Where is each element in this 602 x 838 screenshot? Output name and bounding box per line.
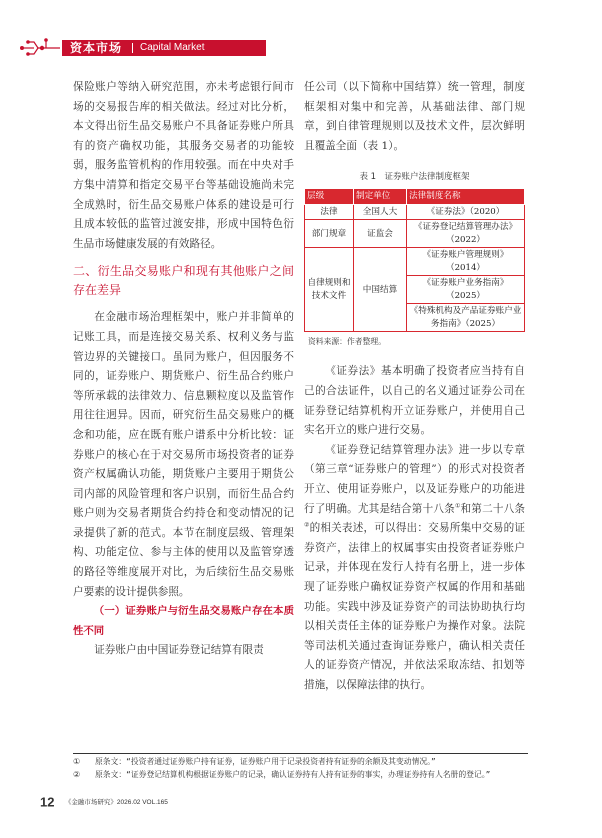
section-title-zh: 资本市场 bbox=[70, 41, 123, 55]
table-row bbox=[305, 204, 525, 220]
header-unit: 制定单位 bbox=[354, 189, 407, 205]
cell-unit: 全国人大 bbox=[354, 204, 407, 220]
footnote-item bbox=[73, 756, 528, 769]
footnote-mark: ② bbox=[73, 769, 80, 779]
footnote-ref-1[interactable]: ① bbox=[454, 502, 461, 509]
page-footer bbox=[40, 793, 168, 811]
cell-name: 《证券登记结算管理办法》（2022） bbox=[407, 220, 525, 248]
right-paragraph-3-part-c: 的相关表述，可以得出：交易所集中交易的证券资产，法律上的权属事实由投资者证券账户记录，并体现在发行人持有名册上，进一步体现了证券账户确权证券资产权属的作用和基础功能。实践中涉及证券资产的司法协助执行均以相关责任主体的证券账户为操作对象。法院等司法机关通过查询证券账户，确认相关责任人的证券资产情况，并依法采取冻结、扣划等措施，以保障法律的执行。 bbox=[304, 522, 525, 691]
journal-info: 《金融市场研究》2026.02 VOL.165 bbox=[64, 799, 168, 807]
header-level: 层级 bbox=[305, 189, 354, 205]
cell-name: 《特殊机构及产品证券账户业务指南》（2025） bbox=[407, 304, 525, 332]
right-paragraph-2: 《证券法》基本明确了投资者应当持有自己的合法证件，以自己的名义通过证券公司在证券登记结算机构开立证券账户，并使用自己实名开立的账户进行交易。 bbox=[304, 365, 525, 437]
section-band bbox=[62, 40, 266, 56]
table-source: 资料来源：作者整理。 bbox=[308, 337, 386, 347]
footnote-divider bbox=[73, 753, 528, 754]
right-paragraph-3-part-b: 和第二十八条 bbox=[460, 502, 526, 515]
left-paragraph-2: 在金融市场治理框架中，账户并非简单的记账工具，而是连接交易关系、权利义务与监管边界的关键接口。虽同为账户，但因服务不同的，证券账户、期货账户、衍生品合约账户等所承载的法律效力、信息颗粒度以及监管作用往往迥异。因而，研究衍生品交易账户的概念和功能，应在既有账户谱系中分析比较：证券账户的核心在于对交易所市场投资者的证券资产权属确认功能，期货账户主要用于期货公司内部的风险管理和客户识别，而衍生品合约账户则为交易者期货合约持仓和变动情况的记录提供了新的范式。本节在制度层级、管理架构、功能定位、参与主体的使用以及监管穿透的路径等维度展开对比，为后续衍生品交易账户要素的设计提供参照。 bbox=[73, 311, 294, 598]
page-header bbox=[0, 38, 602, 58]
circuit-icon bbox=[20, 38, 60, 58]
cell-name: 《证券法》（2020） bbox=[407, 204, 525, 220]
header-name: 法律制度名称 bbox=[407, 189, 525, 205]
header-divider bbox=[132, 43, 133, 53]
left-column bbox=[73, 78, 294, 661]
cell-level: 自律规则和技术文件 bbox=[305, 248, 354, 332]
footnotes bbox=[73, 756, 528, 781]
section-heading: 二、衍生品交易账户和现有其他账户之间存在差异 bbox=[73, 264, 294, 298]
cell-name: 《证券账户管理规则》（2014） bbox=[407, 248, 525, 276]
page-number: 12 bbox=[40, 794, 55, 810]
table-row bbox=[305, 220, 525, 248]
footnote-mark: ① bbox=[73, 757, 80, 766]
table-row bbox=[305, 248, 525, 276]
right-column bbox=[304, 78, 525, 695]
right-paragraph-3-part-a: 《证券登记结算管理办法》进一步以专章（第三章“证券账户的管理”）的形式对投资者开立、使用证券账户，以及证券账户的功能进行了明确。尤其是结合第十八条 bbox=[304, 443, 525, 515]
left-paragraph-3: 证券账户由中国证券登记结算有限责 bbox=[94, 644, 264, 657]
footnote-text: 原条文：“投资者通过证券账户持有证券，证券账户用于记录投资者持有证券的余额及其变动情况。” bbox=[95, 757, 436, 766]
legal-framework-table bbox=[304, 188, 525, 332]
table-caption: 表 1 证券账户法律制度框架 bbox=[359, 172, 470, 183]
left-paragraph-1: 保险账户等纳入研究范围，亦未考虑银行间市场的交易报告库的相关做法。经过对比分析，本文得出衍生品交易账户不具备证券账户所具有的资产确权功能，其服务交易者的功能较弱，服务监管机构的作用较强。而在中央对手方集中清算和指定交易平台等基础设施尚未完全成熟时，衍生品交易账户体系的建设是可行且成本较低的监管过渡安排，形成中国特色衍生品市场健康发展的有效路径。 bbox=[73, 81, 294, 250]
table-header-row bbox=[305, 189, 525, 205]
cell-level: 法律 bbox=[305, 204, 354, 220]
footnote-text: 原条文：“证券登记结算机构根据证券账户的记录，确认证券持有人持有证券的事实，办理证券持有人名册的登记。” bbox=[95, 769, 491, 779]
cell-unit: 证监会 bbox=[354, 220, 407, 248]
cell-unit: 中国结算 bbox=[354, 248, 407, 332]
footnote-ref-2[interactable]: ② bbox=[304, 521, 310, 529]
cell-name: 《证券账户业务指南》（2025） bbox=[407, 276, 525, 304]
right-paragraph-3 bbox=[304, 441, 525, 696]
subsection-heading: （一）证券账户与衍生品交易账户存在本质性不同 bbox=[73, 605, 294, 637]
section-title-en: Capital Market bbox=[140, 42, 205, 53]
right-paragraph-1: 任公司（以下简称中国结算）统一管理，制度框架相对集中和完善，从基础法律、部门规章，到自律管理规则以及技术文件，层次鲜明且覆盖全面（表 1）。 bbox=[304, 81, 525, 152]
cell-level: 部门规章 bbox=[305, 220, 354, 248]
footnote-item bbox=[73, 769, 528, 782]
